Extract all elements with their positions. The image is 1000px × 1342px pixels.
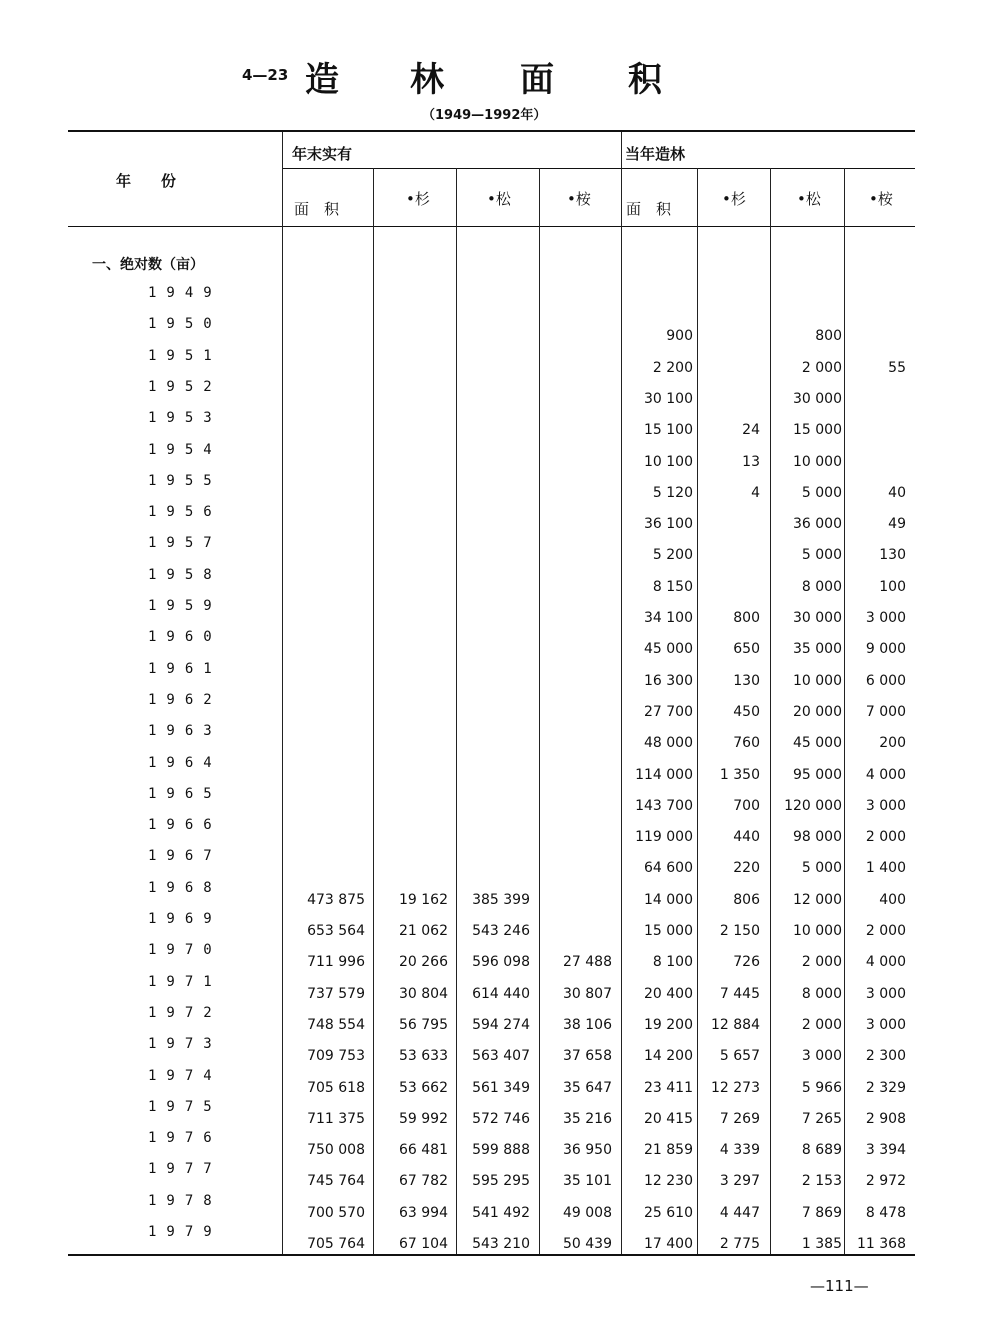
value-cell-c7: 120 000 bbox=[784, 798, 842, 814]
year-cell: 1951 bbox=[148, 348, 222, 364]
value-cell-c5: 27 700 bbox=[644, 704, 693, 720]
value-cell-c1: 711 375 bbox=[307, 1111, 365, 1127]
header-bottom-rule bbox=[68, 226, 915, 227]
value-cell-c4: 35 101 bbox=[563, 1173, 612, 1189]
value-cell-c3: 594 274 bbox=[472, 1017, 530, 1033]
value-cell-c7: 5 000 bbox=[801, 860, 842, 876]
value-cell-c1: 745 764 bbox=[307, 1173, 365, 1189]
column-divider bbox=[282, 132, 283, 1254]
value-cell-c7: 5 000 bbox=[801, 547, 842, 563]
value-cell-c6: 220 bbox=[733, 860, 760, 876]
value-cell-c1: 748 554 bbox=[307, 1017, 365, 1033]
year-cell: 1972 bbox=[148, 1005, 222, 1021]
page-number: —111— bbox=[810, 1277, 869, 1295]
area-header-1: 面 积 bbox=[294, 200, 340, 218]
value-cell-c5: 114 000 bbox=[635, 767, 693, 783]
value-cell-c5: 14 000 bbox=[644, 892, 693, 908]
year-cell: 1973 bbox=[148, 1036, 222, 1052]
value-cell-c8: 2 329 bbox=[865, 1080, 906, 1096]
value-cell-c5: 25 610 bbox=[644, 1205, 693, 1221]
subtitle: （1949—1992年） bbox=[422, 108, 547, 123]
value-cell-c2: 53 633 bbox=[399, 1048, 448, 1064]
value-cell-c7: 36 000 bbox=[793, 516, 842, 532]
value-cell-c5: 119 000 bbox=[635, 829, 693, 845]
value-cell-c3: 614 440 bbox=[472, 986, 530, 1002]
fir-header-1: •杉 bbox=[406, 190, 430, 208]
value-cell-c4: 35 647 bbox=[563, 1080, 612, 1096]
value-cell-c8: 7 000 bbox=[865, 704, 906, 720]
value-cell-c3: 572 746 bbox=[472, 1111, 530, 1127]
year-cell: 1965 bbox=[148, 786, 222, 802]
value-cell-c3: 385 399 bbox=[472, 892, 530, 908]
year-cell: 1976 bbox=[148, 1130, 222, 1146]
group-rule bbox=[282, 168, 915, 169]
year-cell: 1971 bbox=[148, 974, 222, 990]
column-divider bbox=[539, 168, 540, 1254]
group-header-year-end: 年末实有 bbox=[292, 145, 353, 163]
value-cell-c6: 1 350 bbox=[719, 767, 760, 783]
year-cell: 1950 bbox=[148, 316, 222, 332]
value-cell-c7: 30 000 bbox=[793, 391, 842, 407]
value-cell-c3: 596 098 bbox=[472, 954, 530, 970]
value-cell-c4: 37 658 bbox=[563, 1048, 612, 1064]
value-cell-c6: 5 657 bbox=[719, 1048, 760, 1064]
value-cell-c6: 4 bbox=[751, 485, 760, 501]
year-cell: 1978 bbox=[148, 1193, 222, 1209]
year-cell: 1970 bbox=[148, 942, 222, 958]
title-char-1: 造 bbox=[305, 60, 339, 100]
value-cell-c1: 700 570 bbox=[307, 1205, 365, 1221]
value-cell-c2: 56 795 bbox=[399, 1017, 448, 1033]
value-cell-c2: 67 104 bbox=[399, 1236, 448, 1252]
value-cell-c8: 4 000 bbox=[865, 767, 906, 783]
value-cell-c6: 12 884 bbox=[711, 1017, 760, 1033]
value-cell-c7: 95 000 bbox=[793, 767, 842, 783]
value-cell-c3: 543 246 bbox=[472, 923, 530, 939]
value-cell-c6: 3 297 bbox=[719, 1173, 760, 1189]
year-cell: 1958 bbox=[148, 567, 222, 583]
value-cell-c8: 100 bbox=[879, 579, 906, 595]
value-cell-c6: 726 bbox=[733, 954, 760, 970]
value-cell-c1: 750 008 bbox=[307, 1142, 365, 1158]
value-cell-c7: 8 000 bbox=[801, 579, 842, 595]
value-cell-c5: 20 415 bbox=[644, 1111, 693, 1127]
year-cell: 1968 bbox=[148, 880, 222, 896]
value-cell-c6: 800 bbox=[733, 610, 760, 626]
value-cell-c5: 64 600 bbox=[644, 860, 693, 876]
value-cell-c6: 806 bbox=[733, 892, 760, 908]
value-cell-c5: 8 100 bbox=[652, 954, 693, 970]
page-title bbox=[0, 52, 1000, 100]
pine-header-1: •松 bbox=[487, 190, 511, 208]
column-divider bbox=[697, 168, 698, 1254]
year-cell: 1964 bbox=[148, 755, 222, 771]
value-cell-c7: 5 966 bbox=[801, 1080, 842, 1096]
value-cell-c7: 2 000 bbox=[801, 360, 842, 376]
value-cell-c7: 2 000 bbox=[801, 954, 842, 970]
year-cell: 1977 bbox=[148, 1161, 222, 1177]
value-cell-c7: 5 000 bbox=[801, 485, 842, 501]
value-cell-c6: 13 bbox=[742, 454, 760, 470]
value-cell-c5: 20 400 bbox=[644, 986, 693, 1002]
value-cell-c8: 1 400 bbox=[865, 860, 906, 876]
title-char-3: 面 bbox=[520, 60, 554, 100]
section-label: 一、绝对数（亩） bbox=[92, 257, 204, 273]
column-divider bbox=[844, 168, 845, 1254]
value-cell-c5: 16 300 bbox=[644, 673, 693, 689]
value-cell-c8: 11 368 bbox=[857, 1236, 906, 1252]
value-cell-c2: 63 994 bbox=[399, 1205, 448, 1221]
year-cell: 1956 bbox=[148, 504, 222, 520]
pine-header-2: •松 bbox=[797, 190, 821, 208]
value-cell-c5: 17 400 bbox=[644, 1236, 693, 1252]
value-cell-c6: 440 bbox=[733, 829, 760, 845]
value-cell-c8: 3 394 bbox=[865, 1142, 906, 1158]
value-cell-c7: 800 bbox=[815, 328, 842, 344]
value-cell-c7: 8 689 bbox=[801, 1142, 842, 1158]
value-cell-c8: 9 000 bbox=[865, 641, 906, 657]
value-cell-c7: 10 000 bbox=[793, 454, 842, 470]
value-cell-c1: 705 764 bbox=[307, 1236, 365, 1252]
value-cell-c2: 21 062 bbox=[399, 923, 448, 939]
year-cell: 1974 bbox=[148, 1068, 222, 1084]
value-cell-c7: 1 385 bbox=[801, 1236, 842, 1252]
year-cell: 1979 bbox=[148, 1224, 222, 1240]
value-cell-c5: 2 200 bbox=[652, 360, 693, 376]
value-cell-c6: 7 445 bbox=[719, 986, 760, 1002]
year-cell: 1975 bbox=[148, 1099, 222, 1115]
value-cell-c3: 599 888 bbox=[472, 1142, 530, 1158]
value-cell-c7: 3 000 bbox=[801, 1048, 842, 1064]
value-cell-c4: 30 807 bbox=[563, 986, 612, 1002]
year-cell: 1955 bbox=[148, 473, 222, 489]
value-cell-c3: 541 492 bbox=[472, 1205, 530, 1221]
value-cell-c5: 5 200 bbox=[652, 547, 693, 563]
value-cell-c7: 12 000 bbox=[793, 892, 842, 908]
value-cell-c8: 2 000 bbox=[865, 923, 906, 939]
value-cell-c2: 67 782 bbox=[399, 1173, 448, 1189]
value-cell-c5: 36 100 bbox=[644, 516, 693, 532]
value-cell-c8: 6 000 bbox=[865, 673, 906, 689]
value-cell-c7: 10 000 bbox=[793, 923, 842, 939]
value-cell-c5: 8 150 bbox=[652, 579, 693, 595]
value-cell-c6: 24 bbox=[742, 422, 760, 438]
value-cell-c8: 2 000 bbox=[865, 829, 906, 845]
value-cell-c7: 20 000 bbox=[793, 704, 842, 720]
column-divider bbox=[456, 168, 457, 1254]
year-cell: 1961 bbox=[148, 661, 222, 677]
year-cell: 1969 bbox=[148, 911, 222, 927]
year-cell: 1957 bbox=[148, 535, 222, 551]
value-cell-c1: 473 875 bbox=[307, 892, 365, 908]
value-cell-c8: 40 bbox=[888, 485, 906, 501]
fir-header-2: •杉 bbox=[722, 190, 746, 208]
value-cell-c5: 15 100 bbox=[644, 422, 693, 438]
value-cell-c6: 12 273 bbox=[711, 1080, 760, 1096]
column-divider bbox=[621, 132, 622, 1254]
value-cell-c6: 2 775 bbox=[719, 1236, 760, 1252]
value-cell-c8: 8 478 bbox=[865, 1205, 906, 1221]
value-cell-c4: 50 439 bbox=[563, 1236, 612, 1252]
value-cell-c6: 450 bbox=[733, 704, 760, 720]
value-cell-c7: 98 000 bbox=[793, 829, 842, 845]
year-cell: 1967 bbox=[148, 848, 222, 864]
value-cell-c8: 3 000 bbox=[865, 610, 906, 626]
value-cell-c5: 10 100 bbox=[644, 454, 693, 470]
value-cell-c2: 30 804 bbox=[399, 986, 448, 1002]
value-cell-c7: 7 869 bbox=[801, 1205, 842, 1221]
value-cell-c8: 55 bbox=[888, 360, 906, 376]
value-cell-c4: 35 216 bbox=[563, 1111, 612, 1127]
value-cell-c8: 2 300 bbox=[865, 1048, 906, 1064]
value-cell-c2: 59 992 bbox=[399, 1111, 448, 1127]
year-cell: 1953 bbox=[148, 410, 222, 426]
value-cell-c5: 45 000 bbox=[644, 641, 693, 657]
column-divider bbox=[770, 168, 771, 1254]
value-cell-c8: 49 bbox=[888, 516, 906, 532]
year-cell: 1966 bbox=[148, 817, 222, 833]
value-cell-c1: 709 753 bbox=[307, 1048, 365, 1064]
value-cell-c8: 130 bbox=[879, 547, 906, 563]
year-cell: 1949 bbox=[148, 285, 222, 301]
title-char-2: 林 bbox=[410, 60, 444, 100]
value-cell-c7: 8 000 bbox=[801, 986, 842, 1002]
value-cell-c3: 561 349 bbox=[472, 1080, 530, 1096]
value-cell-c6: 760 bbox=[733, 735, 760, 751]
value-cell-c7: 10 000 bbox=[793, 673, 842, 689]
value-cell-c2: 53 662 bbox=[399, 1080, 448, 1096]
value-cell-c8: 400 bbox=[879, 892, 906, 908]
value-cell-c3: 563 407 bbox=[472, 1048, 530, 1064]
value-cell-c5: 15 000 bbox=[644, 923, 693, 939]
group-header-current-year: 当年造林 bbox=[625, 145, 686, 163]
value-cell-c5: 34 100 bbox=[644, 610, 693, 626]
value-cell-c2: 66 481 bbox=[399, 1142, 448, 1158]
value-cell-c8: 2 908 bbox=[865, 1111, 906, 1127]
value-cell-c4: 38 106 bbox=[563, 1017, 612, 1033]
value-cell-c7: 35 000 bbox=[793, 641, 842, 657]
value-cell-c1: 737 579 bbox=[307, 986, 365, 1002]
value-cell-c3: 543 210 bbox=[472, 1236, 530, 1252]
value-cell-c5: 5 120 bbox=[652, 485, 693, 501]
value-cell-c2: 19 162 bbox=[399, 892, 448, 908]
table-number: 4—23 bbox=[242, 66, 289, 84]
title-char-4: 积 bbox=[628, 60, 662, 100]
value-cell-c8: 200 bbox=[879, 735, 906, 751]
year-cell: 1952 bbox=[148, 379, 222, 395]
value-cell-c7: 30 000 bbox=[793, 610, 842, 626]
year-column-header: 年 份 bbox=[116, 172, 177, 190]
value-cell-c7: 7 265 bbox=[801, 1111, 842, 1127]
value-cell-c6: 2 150 bbox=[719, 923, 760, 939]
value-cell-c6: 4 339 bbox=[719, 1142, 760, 1158]
value-cell-c1: 705 618 bbox=[307, 1080, 365, 1096]
value-cell-c8: 2 972 bbox=[865, 1173, 906, 1189]
eucalyptus-header-2: •桉 bbox=[869, 190, 893, 208]
value-cell-c7: 15 000 bbox=[793, 422, 842, 438]
value-cell-c7: 2 153 bbox=[801, 1173, 842, 1189]
value-cell-c5: 30 100 bbox=[644, 391, 693, 407]
value-cell-c1: 711 996 bbox=[307, 954, 365, 970]
value-cell-c5: 19 200 bbox=[644, 1017, 693, 1033]
value-cell-c6: 700 bbox=[733, 798, 760, 814]
value-cell-c5: 48 000 bbox=[644, 735, 693, 751]
value-cell-c6: 650 bbox=[733, 641, 760, 657]
value-cell-c2: 20 266 bbox=[399, 954, 448, 970]
year-cell: 1963 bbox=[148, 723, 222, 739]
value-cell-c6: 4 447 bbox=[719, 1205, 760, 1221]
year-cell: 1959 bbox=[148, 598, 222, 614]
top-rule bbox=[68, 130, 915, 132]
value-cell-c7: 45 000 bbox=[793, 735, 842, 751]
value-cell-c4: 36 950 bbox=[563, 1142, 612, 1158]
value-cell-c5: 23 411 bbox=[644, 1080, 693, 1096]
value-cell-c1: 653 564 bbox=[307, 923, 365, 939]
eucalyptus-header-1: •桉 bbox=[567, 190, 591, 208]
column-divider bbox=[373, 168, 374, 1254]
year-cell: 1954 bbox=[148, 442, 222, 458]
value-cell-c4: 27 488 bbox=[563, 954, 612, 970]
value-cell-c5: 21 859 bbox=[644, 1142, 693, 1158]
value-cell-c8: 3 000 bbox=[865, 798, 906, 814]
year-cell: 1962 bbox=[148, 692, 222, 708]
value-cell-c5: 900 bbox=[666, 328, 693, 344]
value-cell-c8: 3 000 bbox=[865, 1017, 906, 1033]
value-cell-c5: 14 200 bbox=[644, 1048, 693, 1064]
value-cell-c8: 3 000 bbox=[865, 986, 906, 1002]
value-cell-c3: 595 295 bbox=[472, 1173, 530, 1189]
value-cell-c6: 130 bbox=[733, 673, 760, 689]
value-cell-c7: 2 000 bbox=[801, 1017, 842, 1033]
value-cell-c4: 49 008 bbox=[563, 1205, 612, 1221]
value-cell-c5: 143 700 bbox=[635, 798, 693, 814]
year-cell: 1960 bbox=[148, 629, 222, 645]
value-cell-c8: 4 000 bbox=[865, 954, 906, 970]
value-cell-c5: 12 230 bbox=[644, 1173, 693, 1189]
bottom-rule bbox=[68, 1254, 915, 1256]
value-cell-c6: 7 269 bbox=[719, 1111, 760, 1127]
area-header-2: 面 积 bbox=[626, 200, 672, 218]
